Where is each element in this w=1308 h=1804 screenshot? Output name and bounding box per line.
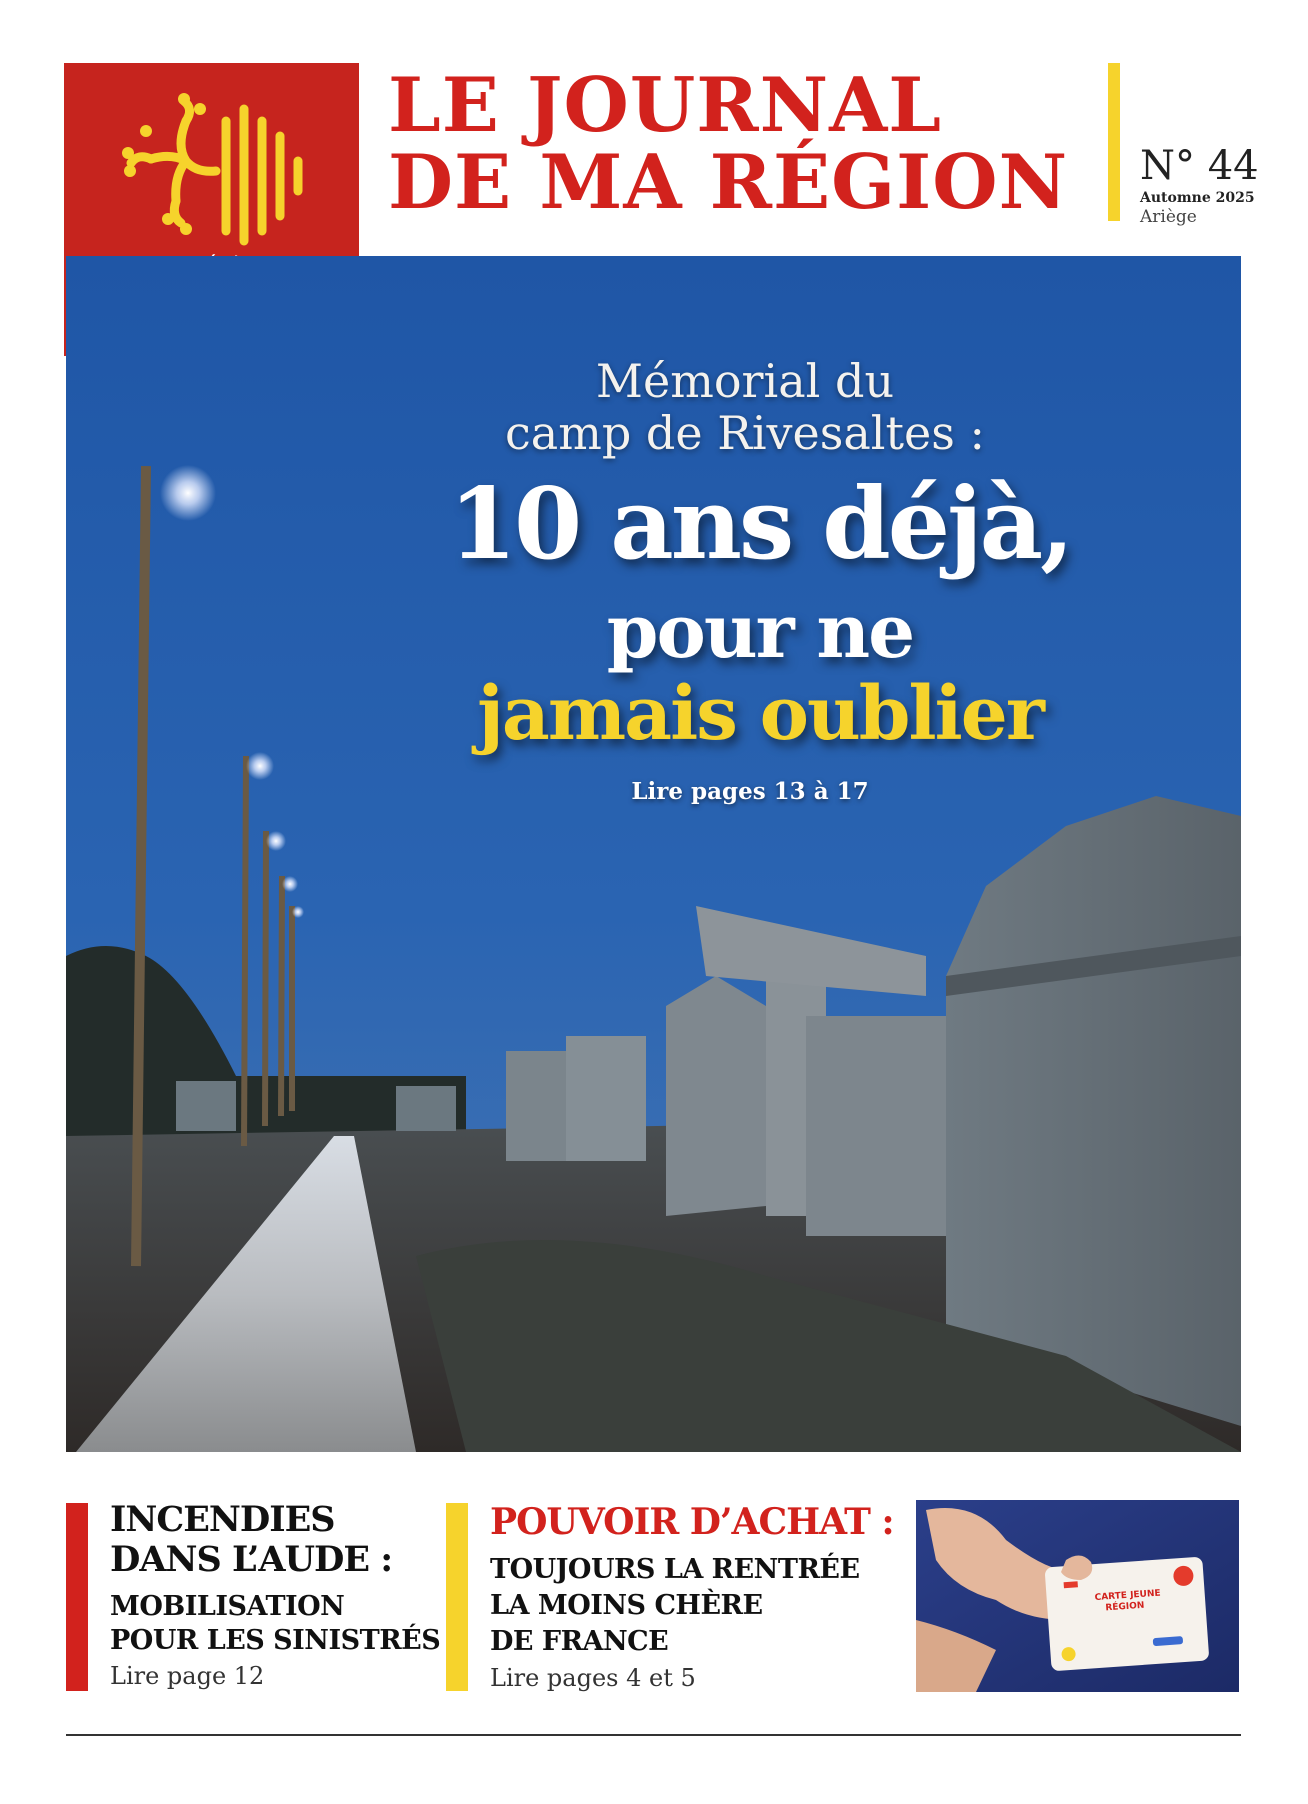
teaser1-headline-line1: INCENDIES [110, 1499, 335, 1540]
teaser1-page-reference: Lire page 12 [110, 1662, 265, 1690]
teaser2-page-reference: Lire pages 4 et 5 [490, 1664, 696, 1692]
teaser2-sub-line3: DE FRANCE [490, 1626, 669, 1657]
issue-season: Automne 2025 [1140, 190, 1255, 206]
masthead-title-line2: DE MA RÉGION [388, 138, 1069, 226]
cover-kicker-line1: Mémorial du [595, 354, 895, 408]
teaser2-sub-line2: LA MOINS CHÈRE [490, 1590, 763, 1621]
teaser2-accent-bar [446, 1503, 468, 1691]
occitan-cross-icon [116, 91, 306, 261]
teaser2-headline: POUVOIR D’ACHAT : [490, 1501, 894, 1543]
youth-card-photo [916, 1500, 1239, 1692]
card-label-line2: RÉGION [1105, 1600, 1145, 1614]
bottom-rule [66, 1734, 1241, 1736]
card-label-line1: CARTE JEUNE [1094, 1588, 1161, 1604]
issue-number: N° 44 [1140, 143, 1259, 189]
cover-page-reference: Lire pages 13 à 17 [631, 778, 869, 805]
cover-kicker-line2: camp de Rivesaltes : [505, 406, 985, 460]
teaser1-accent-bar [66, 1503, 88, 1691]
cover-headline-line3: jamais oublier [477, 671, 1043, 757]
teaser1-sub-line2: POUR LES SINISTRÉS [110, 1625, 441, 1656]
teaser1-headline-line2: DANS L’AUDE : [110, 1539, 393, 1580]
cover-headline-line1: 10 ans déjà, [448, 467, 1072, 582]
teaser2-sub-line1: TOUJOURS LA RENTRÉE [490, 1554, 860, 1585]
masthead-accent-bar [1108, 63, 1120, 221]
masthead-title-line1: LE JOURNAL [388, 61, 943, 149]
teaser1-sub-line1: MOBILISATION [110, 1591, 345, 1622]
cover-headline-line2: pour ne [606, 589, 914, 675]
issue-edition: Ariège [1140, 207, 1197, 227]
